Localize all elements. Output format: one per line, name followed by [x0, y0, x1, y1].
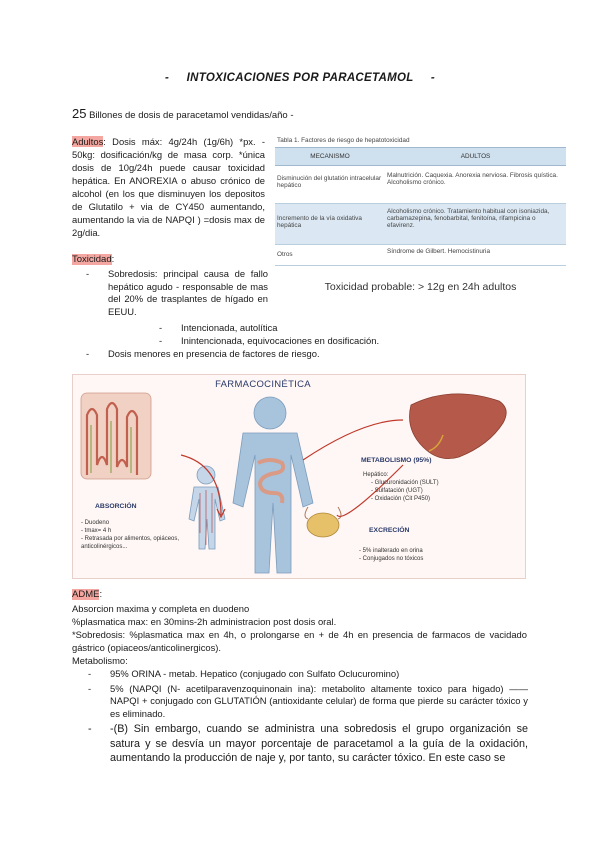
list-item: - tmax= 4 h — [81, 528, 112, 534]
adme-line: Metabolismo: — [72, 655, 128, 666]
title-dash-left: - — [165, 72, 170, 84]
list-item: - Sulfatación (UGT) — [371, 488, 423, 494]
toxicidad-list-2 — [108, 348, 408, 361]
metabolismo-list — [110, 668, 528, 766]
human-body-icon — [233, 397, 313, 573]
table-cell: Otros — [277, 251, 293, 258]
toxicidad-list — [108, 268, 268, 318]
adme-label: ADME — [72, 589, 100, 600]
table-row — [275, 245, 566, 266]
list-item: - Dosis menores en presencia de factores de riesgo. — [108, 348, 408, 361]
adme-heading — [72, 589, 102, 600]
list-item: - Inintencionada, equivocaciones en dosificación. — [181, 335, 441, 348]
liver-icon — [410, 394, 507, 459]
table-row — [275, 166, 566, 204]
metabolismo-sub: Hepático: — [363, 472, 389, 478]
intestine-villi-icon — [81, 393, 151, 479]
table-cell: Síndrome de Gilbert. Hemocistinuria — [387, 248, 491, 255]
title-dash-right: - — [430, 72, 435, 84]
toxicidad-heading — [72, 254, 114, 265]
bladder-icon — [305, 507, 341, 537]
table-cell: Incremento de la vía oxidativa hepática — [277, 215, 362, 229]
adme-colon: : — [99, 589, 103, 600]
table-header-cell: ADULTOS — [460, 153, 491, 160]
list-item: - Retrasada por alimentos, opiáceos, anticolinérgicos... — [81, 536, 180, 550]
toxicidad-colon: : — [111, 254, 115, 265]
table-header — [275, 148, 566, 166]
list-item: - 5% (NAPQI (N- acetilparavenzoquinonain ina): metabolito altamente toxico para higado) —— NAPQI + conjugado con GLUTATIÓN (antioxidante celular) de forma que pierde su carácter tóxico y es eliminado. — [110, 683, 528, 721]
table-header-cell: MECANISMO — [310, 153, 350, 160]
toxicidad-label: Toxicidad — [72, 254, 112, 265]
excrecion-list — [359, 547, 479, 563]
table-cell: Malnutrición. Caquexia. Anorexia nerviosa. Fibrosis quística. Alcoholismo crónico. — [387, 172, 558, 186]
adme-line: Absorcion maxima y completa en duodeno — [72, 603, 250, 614]
toxicidad-sublist — [181, 322, 441, 347]
adultos-paragraph — [72, 135, 265, 239]
list-item: - 95% ORINA - metab. Hepatico (conjugado con Sulfato Oclucuromino) — [110, 668, 528, 681]
list-item: - 5% inalterado en orina — [359, 548, 423, 554]
adultos-label: Adultos — [72, 136, 104, 147]
table-caption: Tabla 1. Factores de riesgo de hepatotoxicidad — [275, 134, 566, 148]
intro-text: Billones de dosis de paracetamol vendidas/año - — [86, 110, 294, 121]
arrow-metabolism — [303, 420, 403, 460]
adme-paragraph — [72, 602, 527, 667]
list-item: - Intencionada, autolítica — [181, 322, 441, 335]
list-item: - Glucuronidación (SULT) — [371, 480, 439, 486]
figure-title: FARMACOCINÉTICA — [215, 379, 311, 390]
adultos-text: : Dosis máx: 4g/24h (1g/6h) *px. - 50kg: dosificación/kg de masa corp. *única dosis de 10g/24h puede causar toxicidad hepática. En ANOREXIA o abuso crónico de alcohol (en los que disminuyen los depositos de Glutatilo + via de CY450 aumentando, aumentando la via de NAPQI ) =dosis max de 2g/dia. — [72, 136, 265, 238]
title-text: INTOXICACIONES POR PARACETAMOL — [186, 72, 414, 84]
intro-line — [72, 106, 293, 121]
child-body-icon — [189, 466, 225, 549]
absorcion-title: ABSORCIÓN — [95, 503, 137, 510]
metabolismo-list — [363, 471, 483, 503]
adme-line: *Sobredosis: %plasmatica max en 4h, o prolongarse en + de 4h en presencia de farmacos de vacidado gástrico (opiaceos/anticolinergicos). — [72, 629, 527, 653]
list-item: - Sobredosis: principal causa de fallo hepático agudo - responsable de mas del 20% de trasplantes de hígado en EEUU. — [108, 268, 268, 318]
excrecion-title: EXCRECIÓN — [369, 527, 410, 534]
list-item: - Conjugados no tóxicos — [359, 556, 424, 562]
risk-factor-table — [275, 134, 566, 266]
toxicidad-probable: Toxicidad probable: > 12g en 24h adultos — [324, 281, 517, 293]
page-title — [0, 72, 600, 84]
farmacocinetica-figure — [72, 374, 526, 579]
absorcion-list — [81, 519, 181, 551]
intro-number: 25 — [72, 106, 87, 121]
metabolismo-title: METABOLISMO (95%) — [361, 457, 432, 464]
list-item: - Oxidación (Cit P450) — [371, 496, 431, 502]
list-item: - Duodeno — [81, 520, 110, 526]
table-cell: Disminución del glutatión intracelular hepático — [277, 175, 382, 189]
adme-line: %plasmatica max: en 30mins-2h administracion post dosis oral. — [72, 616, 337, 627]
table-cell: Alcoholismo crónico. Tratamiento habitual con isoniazida, carbamazepina, fenobarbital, fenitoína, rifampicina o efavirenz. — [387, 208, 550, 229]
list-item: - -(B) Sin embargo, cuando se administra una sobredosis el grupo organización se satura y se desvía un mayor porcentaje de paracetamol a la guía de la oxidación, aumentando la producción de naje y, por tanto, su carácter tóxico. En este caso se — [110, 722, 528, 766]
table-row — [275, 204, 566, 245]
